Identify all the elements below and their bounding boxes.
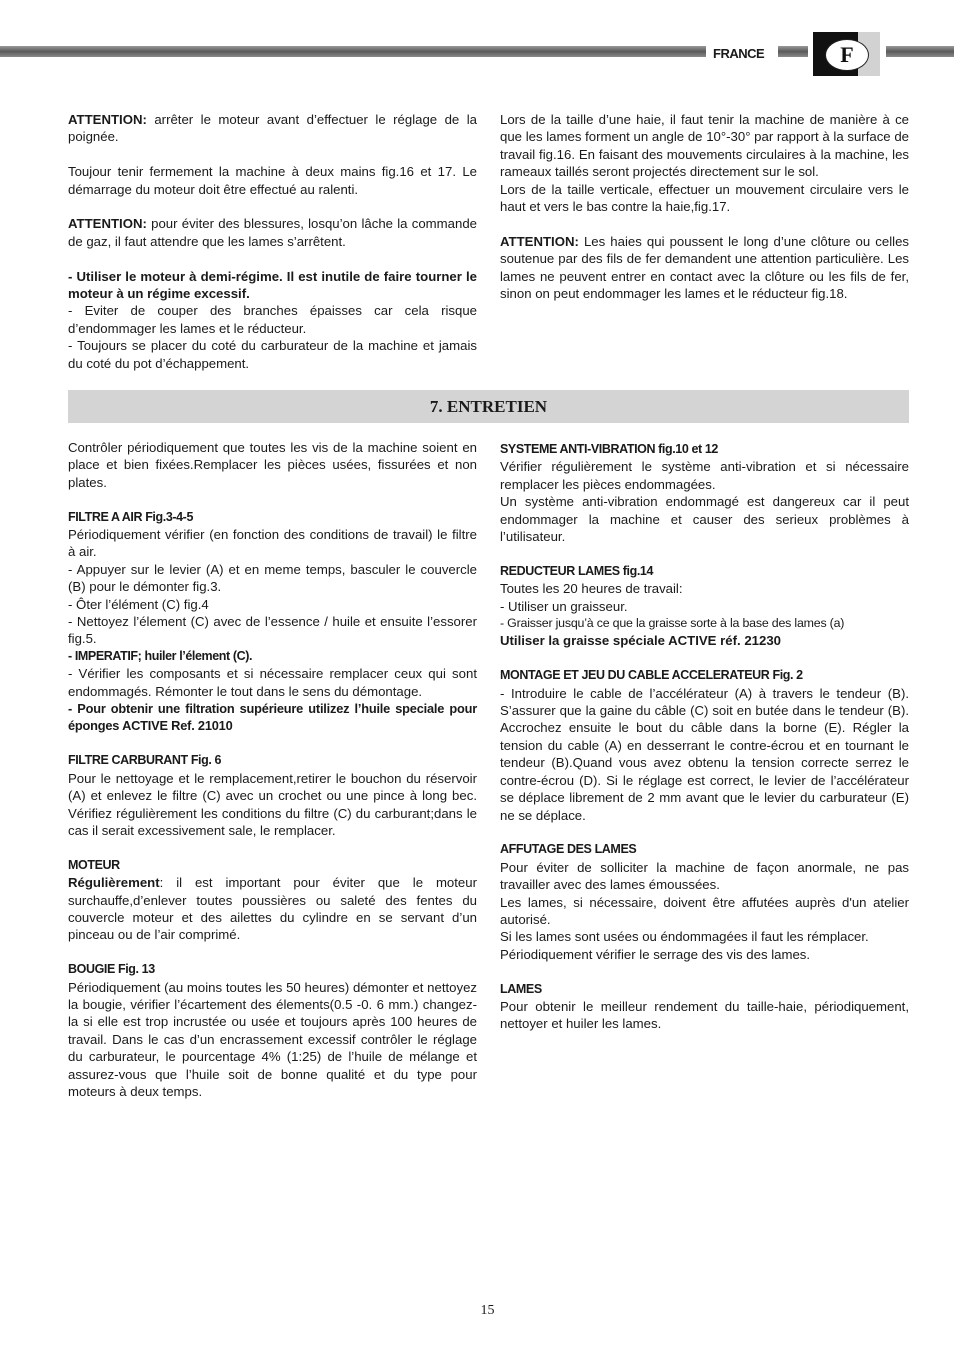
paragraph	[68, 163, 477, 198]
bold-instruction: - Utiliser le moteur à demi-régime. Il est inutile de faire tourner le moteur à un régime excessif.	[68, 268, 477, 302]
emphasis-label: Régulièrement	[68, 875, 160, 891]
section-heading: MONTAGE ET JEU DU CABLE ACCELERATEUR Fig. 2	[500, 668, 803, 683]
instruction-line: Les lames, si nécessaire, doivent être affutées auprès d'un atelier autorisé.	[500, 894, 909, 927]
top-left-column	[68, 111, 477, 372]
instruction-line: Vérifier régulièrement le système anti-vibration et si nécessaire remplacer les pièces endommagées.	[500, 459, 909, 492]
bold-instruction: Utiliser la graisse spéciale ACTIVE réf. 21230	[500, 633, 781, 649]
page-number: 15	[480, 1303, 495, 1318]
paragraph-text: arrêter le moteur avant d’effectuer le réglage de la poignée.	[68, 112, 477, 145]
instruction-line: Périodiquement vérifier le serrage des vis des lames.	[500, 946, 811, 962]
section-heading: REDUCTEUR LAMES fig.14	[500, 563, 654, 578]
instruction-line: - Appuyer sur le levier (A) et en meme temps, basculer le couvercle (B) pour le démonter fig.3.	[68, 561, 477, 595]
paragraph-text: Pour le nettoyage et le remplacement,retirer le bouchon du réservoir (A) et enlevez le filtre (C) avec un crochet ou une pince à long bec. Vérifiez régulièrement les conditions du filtre (C) du carburant;dans le cas il serait excessivement sale, le remplacer.	[68, 770, 477, 838]
section-heading: FILTRE A AIR Fig.3-4-5	[68, 509, 193, 524]
section-blade-gearbox	[500, 563, 909, 650]
paragraph	[500, 111, 909, 215]
instruction-line: Un système anti-vibration endommagé est dangereux car il peut endommager la machine et causer des serieux problèmes à l’utilisateur.	[500, 494, 909, 545]
paragraph	[68, 268, 477, 372]
paragraph	[500, 233, 909, 303]
instruction-line: Pour éviter de solliciter la machine de façon anormale, ne pas travailler avec des lames émoussées.	[500, 859, 909, 893]
instruction-line: Périodiquement vérifier (en fonction des conditions de travail) le filtre à air.	[68, 527, 477, 560]
section-blades	[500, 981, 909, 1033]
header-rule-middle	[778, 46, 808, 57]
section-heading: FILTRE CARBURANT Fig. 6	[68, 753, 222, 768]
top-right-column	[500, 111, 909, 302]
attention-label: ATTENTION:	[500, 233, 579, 249]
instruction-line: - Graisser jusqu’à ce que la graisse sorte à la base des lames (a)	[500, 616, 845, 631]
section-blade-sharpening	[500, 841, 909, 963]
instruction-line: - Toujours se placer du coté du carburateur de la machine et jamais du coté du pot d’échappement.	[68, 338, 477, 371]
section-spark-plug	[68, 961, 477, 1100]
bold-instruction: - Pour obtenir une filtration supérieure utilizez l’huile speciale pour éponges ACTIVE Ref. 21010	[68, 701, 477, 734]
section-air-filter	[68, 509, 477, 735]
section-heading: SYSTEME ANTI-VIBRATION fig.10 et 12	[500, 442, 718, 456]
attention-label: ATTENTION:	[68, 112, 147, 127]
language-badge-letter: F	[825, 39, 869, 71]
header-rule-left	[0, 46, 706, 57]
section-fuel-filter	[68, 752, 477, 839]
paragraph-text: : il est important pour éviter que le moteur surchauffe,d’enlever toutes poussières ou saleté des fentes du couvercle moteur et des ailettes du cylindre en se servant d’un pinceau ou de l’air comprimé.	[68, 875, 477, 943]
paragraph-text: Pour obtenir le meilleur rendement du taille-haie, périodiquement, nettoyer et huiler les lames.	[500, 998, 909, 1032]
paragraph-text: - Introduire le cable de l’accélérateur (A) à travers le tendeur (B). S’assurer que la gaine du câble (C) soit en butée dans le tendeur (B). Accrochez ensuite le bout du câble dans la borne (E). Régler la tension du cable (A) en desserrant le contre-écrou et en tournant le tendeur (B).Quand vous avez obtenu la tension correcte serrez le contre-écrou (D). Si le réglage est correct, le levier de l’accélérateur se déplace librement de 2 mm avant que le levier du carburateur (E) ne se déplace.	[500, 685, 909, 823]
maintenance-left-column	[68, 439, 477, 1100]
section-anti-vibration	[500, 441, 909, 545]
maintenance-right-column	[500, 441, 909, 1033]
paragraph-text: Lors de la taille d’une haie, il faut tenir la machine de manière à ce que les lames forment un angle de 10°-30° par rapport à la surface de travail fig.16. En faisant des mouvements circulaires à la machine, les rameaux taillés seront projectés directement sur le sol.	[500, 112, 909, 180]
section-title: 7. ENTRETIEN	[68, 390, 909, 423]
instruction-line: - Vérifier les composants et si nécessaire remplacer ceux qui sont endommagés. Rémonter le tout dans le sens du démontage.	[68, 666, 477, 699]
paragraph-text: pour éviter des blessures, losqu’on lâche la commande de gaz, il faut attendre que les lames s’arrêtent.	[68, 216, 477, 249]
intro-paragraph: Contrôler périodiquement que toutes les vis de la machine soient en place et bien fixées.Remplacer les pièces usées, fissurées et non plates.	[68, 440, 477, 490]
section-heading: AFFUTAGE DES LAMES	[500, 842, 637, 857]
paragraph	[68, 215, 477, 250]
header-country-label: FRANCE	[713, 46, 765, 61]
section-heading: MOTEUR	[68, 857, 120, 872]
section-throttle-cable	[500, 667, 909, 824]
header-rule-right	[886, 46, 954, 57]
paragraph-text: Toujour tenir fermement la machine à deux mains fig.16 et 17. Le démarrage du moteur doit être effectué au ralenti.	[68, 164, 477, 197]
paragraph-text: Périodiquement (au moins toutes les 50 heures) démonter et nettoyez la bougie, vérifier l’écartement des élements(0.5 -0. 6 mm.) changez-la si elle est trop incrustée ou usée et toujours après 100 heures de travail. Dans le cas d’un encrassement excessif contrôler le réglage du carburateur, le pourcentage 4% (1:25) de l’huile de mélange et assurez-vous que l’huile soit de bonne qualité et du type pour moteurs à deux temps.	[68, 979, 477, 1099]
paragraph-text: Lors de la taille verticale, effectuer un mouvement circulaire vers le haut et vers le bas contre la haie,fig.17.	[500, 181, 909, 215]
section-heading: BOUGIE Fig. 13	[68, 962, 155, 977]
instruction-line: Si les lames sont usées ou éndommagées il faut les rémplacer.	[500, 929, 869, 945]
attention-label: ATTENTION:	[68, 216, 147, 232]
bold-instruction: - IMPERATIF; huiler l’élement (C).	[68, 648, 253, 663]
instruction-line: - Eviter de couper des branches épaisses car cela risque d’endommager les lames et le réducteur.	[68, 303, 477, 336]
section-engine	[68, 857, 477, 944]
section-heading: LAMES	[500, 981, 542, 996]
paragraph	[68, 111, 477, 146]
instruction-line: - Nettoyez l’élement (C) avec de l’essence / huile et ensuite l’essorer fig.5.	[68, 614, 477, 647]
instruction-line: Toutes les 20 heures de travail:	[500, 581, 683, 597]
paragraph-text: Les haies qui poussent le long d’une clôture ou celles soutenue par des fils de fer demandent une attention particulière. Les lames ne peuvent entrer en contact avec la clôture ou les fils de fer, sinon on peut endommager les lames et le réducteur fig.18.	[500, 233, 909, 302]
instruction-line: - Ôter l’élément (C) fig.4	[68, 596, 209, 612]
instruction-line: - Utiliser un graisseur.	[500, 598, 628, 614]
